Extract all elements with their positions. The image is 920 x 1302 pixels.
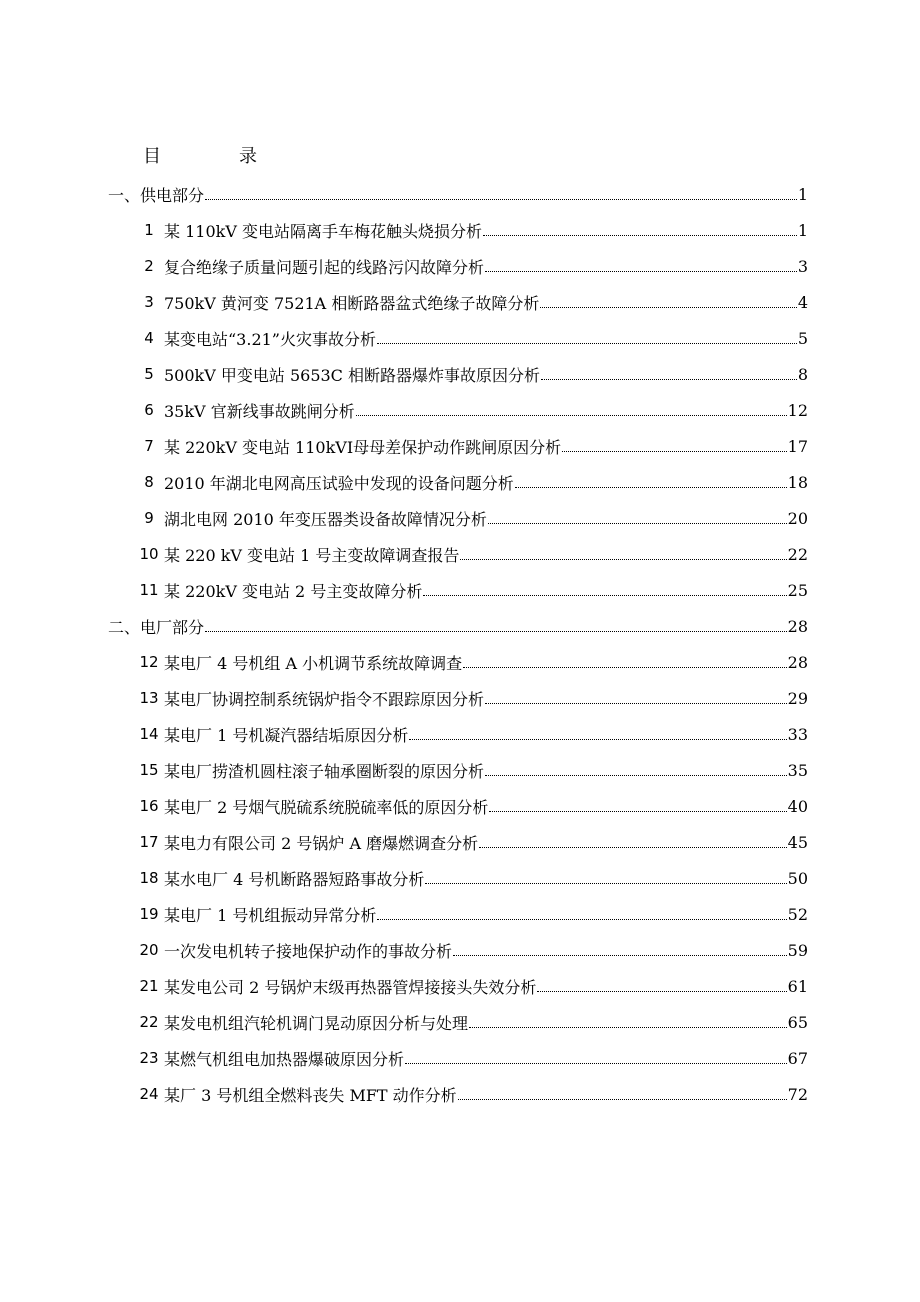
toc-entry[interactable] (108, 320, 808, 356)
toc-entry[interactable] (108, 212, 808, 248)
dot-leader (377, 342, 797, 344)
toc-entry[interactable] (108, 1076, 808, 1112)
dot-leader (425, 882, 786, 884)
entry-number: 15 (139, 761, 159, 779)
entry-page-number: 59 (787, 940, 808, 960)
section-page-number: 1 (797, 184, 808, 204)
entry-title: 某变电站“3.21”火灾事故分析 (164, 329, 376, 349)
entry-number: 16 (139, 797, 159, 815)
entry-number: 3 (144, 293, 154, 311)
entry-title: 某 220kV 变电站 2 号主变故障分析 (164, 581, 423, 601)
entry-page-number: 12 (787, 400, 808, 420)
toc-entry[interactable] (108, 572, 808, 608)
entry-number: 5 (144, 365, 154, 383)
dot-leader (405, 1062, 787, 1064)
entry-page-number: 25 (787, 580, 808, 600)
dot-leader (356, 414, 787, 416)
entry-page-number: 3 (797, 256, 808, 276)
entry-number: 22 (139, 1013, 159, 1031)
entry-number: 14 (139, 725, 159, 743)
toc-entry[interactable] (108, 500, 808, 536)
entry-number: 24 (139, 1085, 159, 1103)
entry-page-number: 4 (797, 292, 808, 312)
entry-title: 湖北电网 2010 年变压器类设备故障情况分析 (164, 509, 487, 529)
entry-number: 20 (139, 941, 159, 959)
dot-leader (488, 522, 787, 524)
toc-entry[interactable] (108, 860, 808, 896)
entry-number: 18 (139, 869, 159, 887)
entry-number: 1 (144, 221, 154, 239)
entry-title: 500kV 甲变电站 5653C 相断路器爆炸事故原因分析 (164, 365, 541, 385)
dot-leader (483, 234, 797, 236)
entry-page-number: 17 (787, 436, 808, 456)
entry-page-number: 29 (787, 688, 808, 708)
dot-leader (205, 198, 797, 200)
entry-title: 750kV 黄河变 7521A 相断路器盆式绝缘子故障分析 (164, 293, 540, 313)
entry-page-number: 5 (797, 328, 808, 348)
entry-title: 某电厂 1 号机凝汽器结垢原因分析 (164, 725, 409, 745)
entry-title: 某 220kV 变电站 110kVⅠ母母差保护动作跳闸原因分析 (164, 437, 562, 457)
entry-number: 4 (144, 329, 154, 347)
toc-entry[interactable] (108, 716, 808, 752)
entry-title: 某电力有限公司 2 号锅炉 A 磨爆燃调查分析 (164, 833, 479, 853)
entry-page-number: 22 (787, 544, 808, 564)
table-of-contents (108, 176, 808, 1112)
entry-page-number: 40 (787, 796, 808, 816)
entry-page-number: 50 (787, 868, 808, 888)
section-title: 二、电厂部分 (108, 617, 205, 637)
entry-page-number: 1 (797, 220, 808, 240)
dot-leader (423, 594, 786, 596)
toc-entry[interactable] (108, 824, 808, 860)
toc-entry[interactable] (108, 680, 808, 716)
entry-title: 某电厂捞渣机圆柱滚子轴承圈断裂的原因分析 (164, 761, 485, 781)
section-page-number: 28 (787, 616, 808, 636)
entry-page-number: 67 (787, 1048, 808, 1068)
entry-number: 6 (144, 401, 154, 419)
entry-number: 2 (144, 257, 154, 275)
dot-leader (540, 306, 796, 308)
entry-title: 某电厂 4 号机组 A 小机调节系统故障调查 (164, 653, 463, 673)
toc-entry[interactable] (108, 428, 808, 464)
entry-title: 某发电机组汽轮机调门晃动原因分析与处理 (164, 1013, 469, 1033)
entry-page-number: 72 (787, 1084, 808, 1104)
entry-page-number: 33 (787, 724, 808, 744)
toc-entry[interactable] (108, 536, 808, 572)
section-title: 一、供电部分 (108, 185, 205, 205)
entry-title: 某厂 3 号机组全燃料丧失 MFT 动作分析 (164, 1085, 457, 1105)
toc-entry[interactable] (108, 356, 808, 392)
toc-title: 目 录 (143, 146, 287, 167)
entry-title: 某燃气机组电加热器爆破原因分析 (164, 1049, 405, 1069)
entry-title: 某电厂 1 号机组振动异常分析 (164, 905, 377, 925)
entry-page-number: 45 (787, 832, 808, 852)
dot-leader (541, 378, 797, 380)
entry-number: 21 (139, 977, 159, 995)
dot-leader (463, 666, 787, 668)
entry-number: 13 (139, 689, 159, 707)
dot-leader (460, 558, 786, 560)
entry-title: 某电厂 2 号烟气脱硫系统脱硫率低的原因分析 (164, 797, 489, 817)
entry-number: 7 (144, 437, 154, 455)
entry-page-number: 20 (787, 508, 808, 528)
toc-section-power-supply[interactable] (108, 176, 808, 212)
entry-number: 12 (139, 653, 159, 671)
toc-entry[interactable] (108, 644, 808, 680)
dot-leader (515, 486, 787, 488)
entry-page-number: 65 (787, 1012, 808, 1032)
entry-title: 某水电厂 4 号机断路器短路事故分析 (164, 869, 425, 889)
toc-entry[interactable] (108, 464, 808, 500)
dot-leader (485, 774, 787, 776)
entry-page-number: 35 (787, 760, 808, 780)
entry-title: 某 110kV 变电站隔离手车梅花触头烧损分析 (164, 221, 482, 241)
dot-leader (562, 450, 786, 452)
entry-number: 23 (139, 1049, 159, 1067)
toc-entry[interactable] (108, 788, 808, 824)
entry-number: 9 (144, 509, 154, 527)
entry-page-number: 28 (787, 652, 808, 672)
entry-title: 复合绝缘子质量问题引起的线路污闪故障分析 (164, 257, 485, 277)
entry-number: 11 (139, 581, 159, 599)
toc-entry[interactable] (108, 968, 808, 1004)
entry-title: 一次发电机转子接地保护动作的事故分析 (164, 941, 453, 961)
entry-number: 19 (139, 905, 159, 923)
dot-leader (489, 810, 786, 812)
toc-entry[interactable] (108, 248, 808, 284)
dot-leader (537, 990, 786, 992)
entry-page-number: 8 (797, 364, 808, 384)
entry-number: 8 (144, 473, 154, 491)
dot-leader (409, 738, 786, 740)
dot-leader (469, 1026, 787, 1028)
entry-number: 17 (139, 833, 159, 851)
toc-entry[interactable] (108, 1040, 808, 1076)
toc-entry[interactable] (108, 1004, 808, 1040)
dot-leader (377, 918, 786, 920)
toc-entry[interactable] (108, 896, 808, 932)
dot-leader (485, 270, 797, 272)
entry-number: 10 (139, 545, 159, 563)
toc-entry[interactable] (108, 752, 808, 788)
entry-title: 某电厂协调控制系统锅炉指令不跟踪原因分析 (164, 689, 485, 709)
entry-title: 某发电公司 2 号锅炉末级再热器管焊接接头失效分析 (164, 977, 537, 997)
dot-leader (205, 630, 787, 632)
entry-title: 35kV 官新线事故跳闸分析 (164, 401, 355, 421)
toc-entry[interactable] (108, 284, 808, 320)
dot-leader (479, 846, 787, 848)
entry-page-number: 52 (787, 904, 808, 924)
toc-entry[interactable] (108, 392, 808, 428)
dot-leader (458, 1098, 787, 1100)
entry-page-number: 61 (787, 976, 808, 996)
entry-title: 2010 年湖北电网高压试验中发现的设备问题分析 (164, 473, 514, 493)
entry-title: 某 220 kV 变电站 1 号主变故障调查报告 (164, 545, 460, 565)
toc-entry[interactable] (108, 932, 808, 968)
dot-leader (485, 702, 787, 704)
toc-section-power-plant[interactable] (108, 608, 808, 644)
entry-page-number: 18 (787, 472, 808, 492)
dot-leader (453, 954, 787, 956)
